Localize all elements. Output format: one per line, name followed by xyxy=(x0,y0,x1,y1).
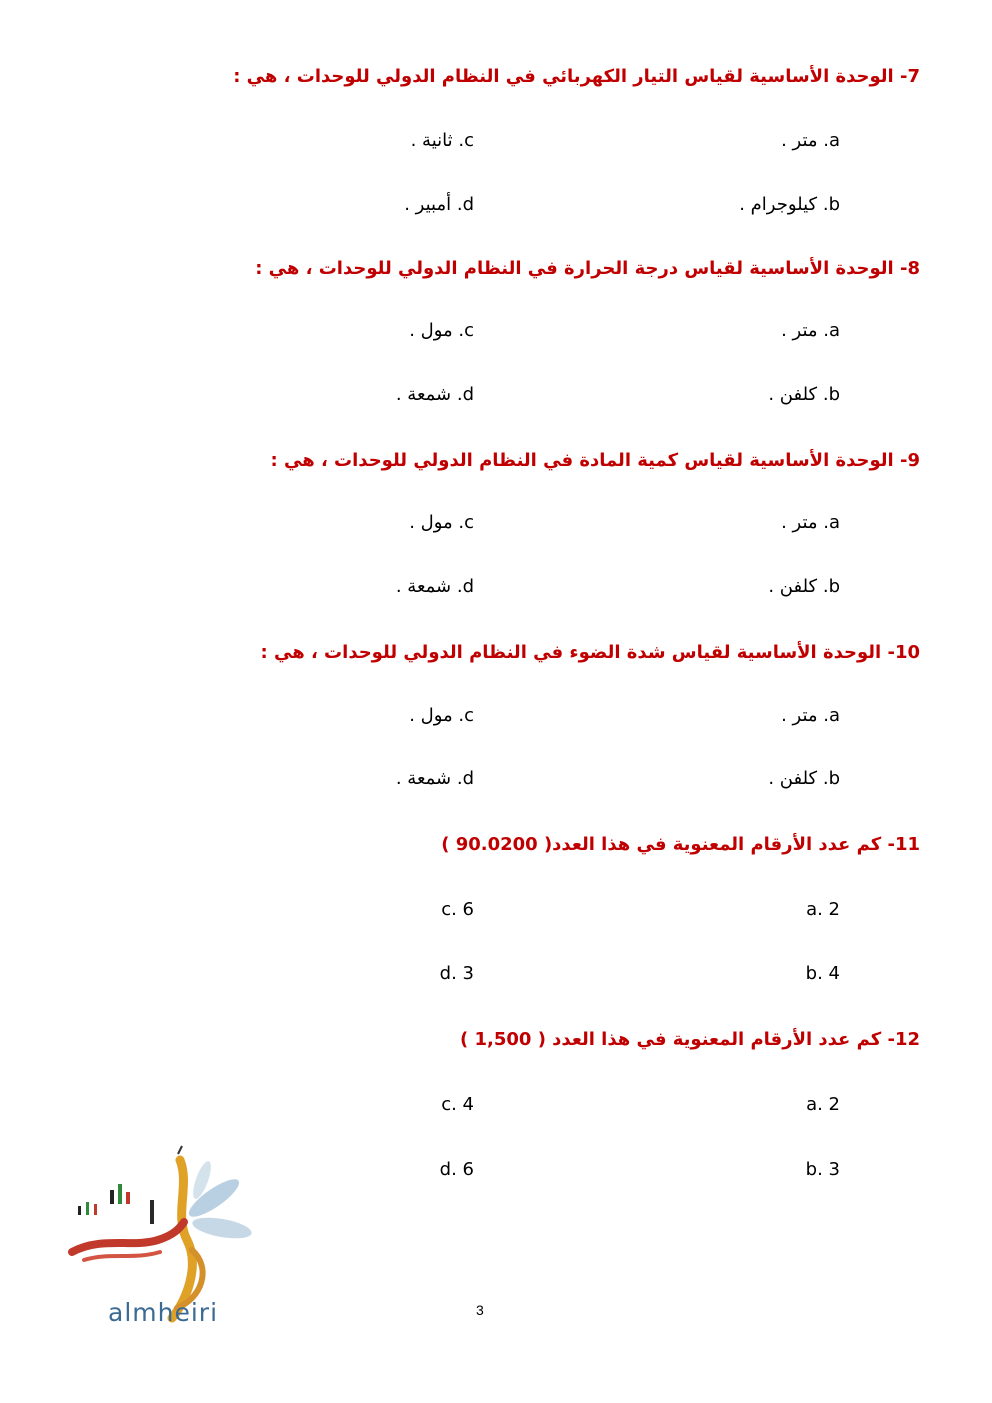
question-11-option-d: d. 3 xyxy=(439,963,474,984)
question-12-option-c: c. 4 xyxy=(441,1094,474,1115)
question-12-option-d: d. 6 xyxy=(439,1159,474,1180)
question-12-title: 12- كم عدد الأرقام المعنوية في هذا العدد ( 1,500 ) xyxy=(459,1029,920,1050)
question-10-option-d: d. شمعة . xyxy=(395,768,474,789)
question-7-option-c: c. ثانية . xyxy=(410,130,474,151)
question-9-option-a: a. متر . xyxy=(781,512,840,533)
question-10-option-b: b. كلفن . xyxy=(768,768,840,789)
question-10-option-a: a. متر . xyxy=(781,705,840,726)
question-8-option-a: a. متر . xyxy=(781,320,840,341)
question-7-option-b: b. كيلوجرام . xyxy=(739,194,840,215)
question-12-option-a: a. 2 xyxy=(806,1094,840,1115)
question-8-option-d: d. شمعة . xyxy=(395,384,474,405)
question-11-option-a: a. 2 xyxy=(806,899,840,920)
question-9-option-d: d. شمعة . xyxy=(395,576,474,597)
question-11-option-c: c. 6 xyxy=(441,899,474,920)
page-number: 3 xyxy=(476,1302,484,1318)
question-12-option-b: b. 3 xyxy=(805,1159,840,1180)
question-9-option-b: b. كلفن . xyxy=(768,576,840,597)
question-7-option-a: a. متر . xyxy=(781,130,840,151)
question-10-option-c: c. مول . xyxy=(409,705,474,726)
question-9-title: 9- الوحدة الأساسية لقياس كمية المادة في النظام الدولي للوحدات ، هي : xyxy=(270,450,920,471)
question-10-title: 10- الوحدة الأساسية لقياس شدة الضوء في النظام الدولي للوحدات ، هي : xyxy=(260,642,920,663)
question-7-title: 7- الوحدة الأساسية لقياس التيار الكهربائي في النظام الدولي للوحدات ، هي : xyxy=(233,66,920,87)
question-8-title: 8- الوحدة الأساسية لقياس درجة الحرارة في النظام الدولي للوحدات ، هي : xyxy=(255,258,920,279)
question-9-option-c: c. مول . xyxy=(409,512,474,533)
question-7-option-d: d. أمبير . xyxy=(404,194,474,215)
logo-wordmark: almheiri xyxy=(108,1298,219,1327)
question-8-option-b: b. كلفن . xyxy=(768,384,840,405)
question-8-option-c: c. مول . xyxy=(409,320,474,341)
question-11-title: 11- كم عدد الأرقام المعنوية في هذا العدد( 90.0200 ) xyxy=(441,834,920,855)
question-11-option-b: b. 4 xyxy=(805,963,840,984)
